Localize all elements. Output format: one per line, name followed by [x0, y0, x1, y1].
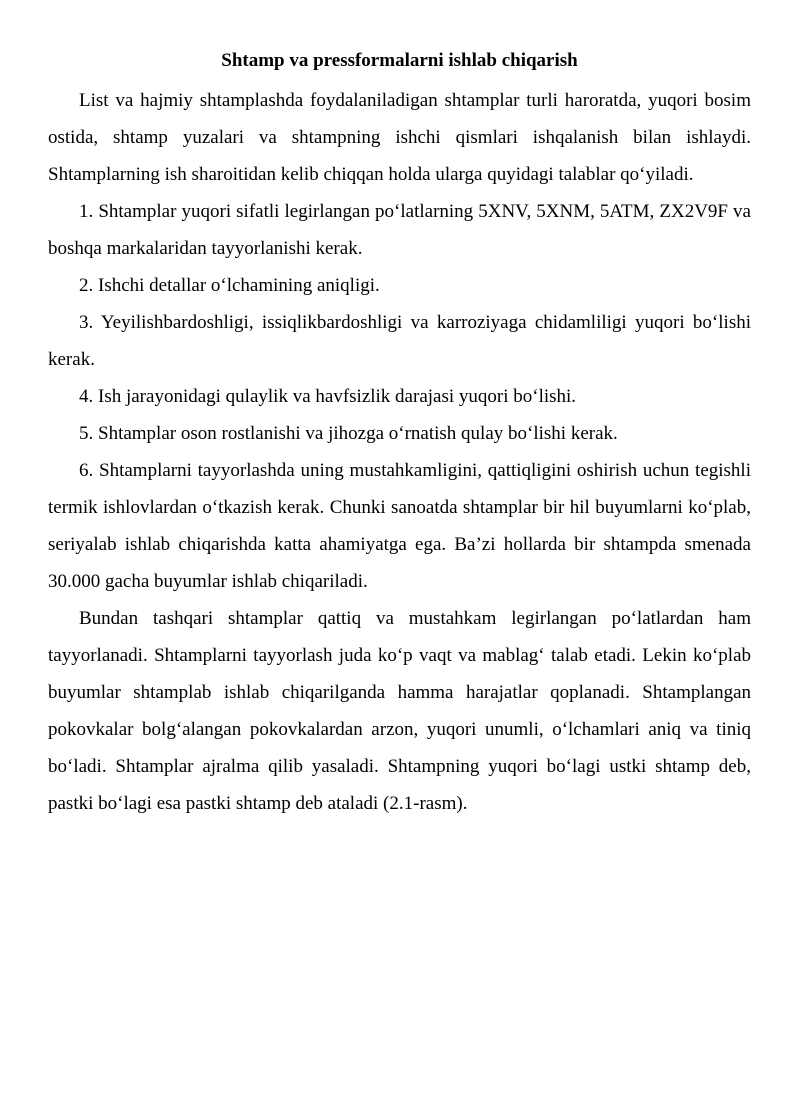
document-page	[48, 44, 751, 822]
requirement-6: 6. Shtamplarni tayyorlashda uning mustahkamligini, qattiqligini oshirish uchun tegishli termik ishlovlardan o‘tkazish kerak. Chunki sanoatda shtamplar bir hil buyumlarni ko‘plab, seriyalab ishlab chiqarishda katta ahamiyatga ega. Ba’zi hollarda bir shtampda smenada 30.000 gacha buyumlar ishlab chiqariladi.	[48, 460, 751, 592]
requirement-5: 5. Shtamplar oson rostlanishi va jihozga o‘rnatish qulay bo‘lishi kerak.	[79, 423, 618, 444]
requirement-3: 3. Yeyilishbardoshligi, issiqlikbardoshligi va karroziyaga chidamliligi yuqori bo‘lishi kerak.	[48, 312, 751, 370]
requirement-2: 2. Ishchi detallar o‘lchamining aniqligi.	[79, 275, 380, 296]
requirement-1: 1. Shtamplar yuqori sifatli legirlangan po‘latlarning 5XNV, 5XNM, 5ATM, ZX2V9F va boshqa markalaridan tayyorlanishi kerak.	[48, 201, 751, 259]
requirement-4: 4. Ish jarayonidagi qulaylik va havfsizlik darajasi yuqori bo‘lishi.	[79, 386, 577, 407]
document-title: Shtamp va pressformalarni ishlab chiqarish	[221, 50, 578, 71]
paragraph-intro: List va hajmiy shtamplashda foydalaniladigan shtamplar turli haroratda, yuqori bosim ostida, shtamp yuzalari va shtampning ishchi qismlari ishqalanish bilan ishlaydi. Shtamplarning ish sharoitidan kelib chiqqan holda ularga quyidagi talablar qo‘yiladi.	[48, 90, 751, 185]
paragraph-conclusion: Bundan tashqari shtamplar qattiq va mustahkam legirlangan po‘latlardan ham tayyorlanadi. Shtamplarni tayyorlash juda ko‘p vaqt va mablag‘ talab etadi. Lekin ko‘plab buyumlar shtamplab ishlab chiqarilganda hamma harajatlar qoplanadi. Shtamplangan pokovkalar bolg‘alangan pokovkalardan arzon, yuqori unumli, o‘lchamlari aniq va tiniq bo‘ladi. Shtamplar ajralma qilib yasaladi. Shtampning yuqori bo‘lagi ustki shtamp deb, pastki bo‘lagi esa pastki shtamp deb ataladi (2.1-rasm).	[48, 608, 751, 814]
